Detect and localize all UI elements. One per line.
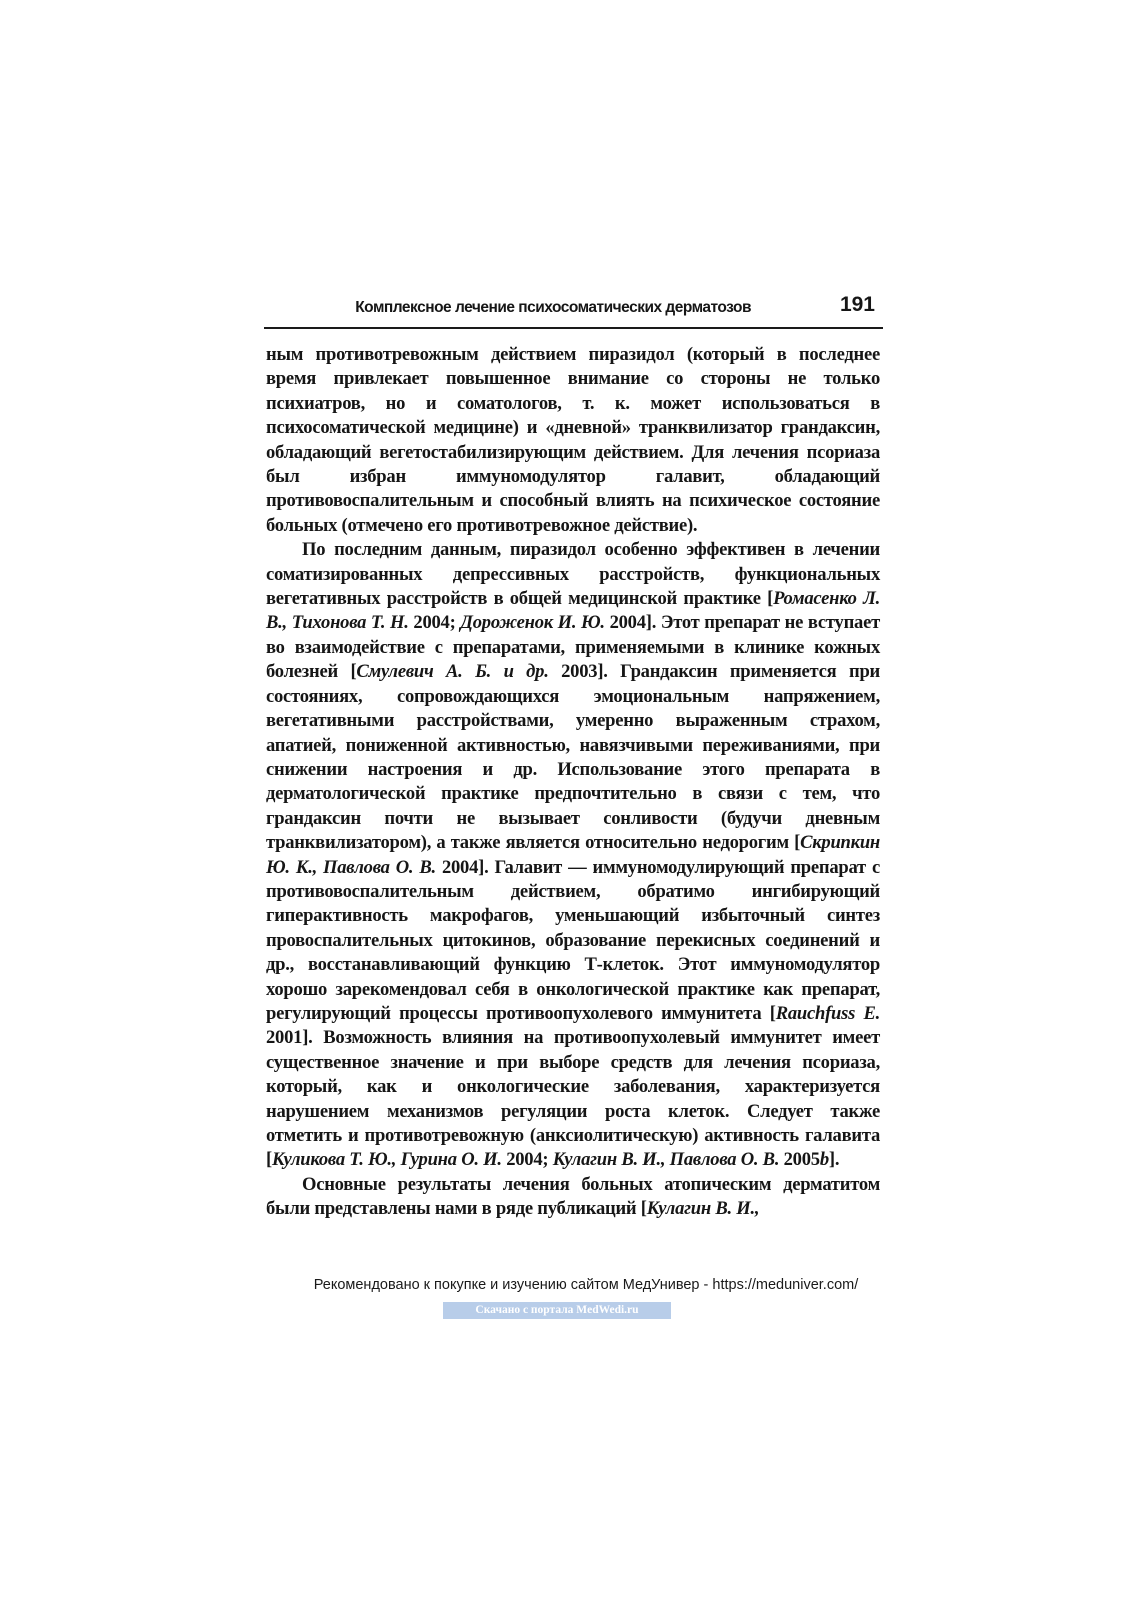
text-run: ]. (828, 1149, 840, 1171)
citation-author: Куликова Т. Ю., Гурина О. И. (271, 1149, 502, 1171)
citation-author: b (819, 1149, 829, 1171)
text-run: 2004]. Галавит — иммуномодулирующий препарат с противовоспалительным действием, обратимо ингибирующий гиперактивность макрофагов, уменьшающий избыточный синтез провоспалительных цитокинов, образование перекисных соединений и др., восстанавливающий функцию Т-клеток. Этот иммуномодулятор хорошо зарекомендовал себя в онкологической практике как препарат, регулирующий процессы противоопухолевого иммунитета [ (266, 856, 880, 1024)
citation-author: Кулагин В. И., Павлова О. В. (552, 1149, 780, 1171)
text-run: ным противотревожным действием пиразидол (который в последнее время привлекает повышенное внимание со стороны не только психиатров, но и соматологов, т. к. может использоваться в психосоматической медицине) и «дневной» транквилизатор грандаксин, обладающий вегетостабилизирующим действием. Для лечения псориаза был избран иммуномодулятор галавит, обладающий противовоспалительным и способный влиять на психическое состояние больных (отмечено его противотревожное действие). (266, 344, 880, 536)
body-text (266, 343, 880, 1222)
running-title: Комплексное лечение психосоматических дерматозов (355, 299, 751, 316)
citation-author: Кулагин В. И., (646, 1198, 760, 1220)
citation-author: Ромасенко Л. В., Тихонова Т. Н. (266, 588, 880, 634)
text-run: 2001]. Возможность влияния на противоопухолевый иммунитет имеет существенное значение и при выборе средств для лечения псориаза, который, как и онкологические заболевания, характеризуется нарушением механизмов регуляции роста клеток. Следует также отметить и противотревожную (анксиолитическую) активность галавита [ (266, 1027, 880, 1171)
download-banner: Скачано с портала MedWedi.ru (443, 1302, 671, 1319)
text-run: 2004; (501, 1149, 553, 1171)
text-run: 2004; (408, 612, 461, 634)
text-run: 2005 (779, 1149, 820, 1171)
paragraph (266, 343, 880, 538)
text-run: 2004]. Этот препарат не вступает во взаимодействие с препаратами, применяемыми в клинике кожных болезней [ (266, 612, 880, 683)
text-run: Основные результаты лечения больных атопическим дерматитом были представлены нами в ряде публикаций [ (266, 1173, 880, 1220)
recommendation-footer: Рекомендовано к покупке и изучению сайтом МедУнивер - https://meduniver.com/ (313, 1277, 859, 1293)
text-run: 2003]. Грандаксин применяется при состояниях, сопровождающихся эмоциональным напряжением, вегетативными расстройствами, умеренно выраженным страхом, апатией, пониженной активностью, навязчивыми переживаниями, при снижении настроения и др. Использование этого препарата в дерматологической практике предпочтительно в связи с тем, что грандаксин почти не вызывает сонливости (будучи дневным транквилизатором), а также является относительно недорогим [ (266, 661, 881, 854)
citation-author: Rauchfuss E. (775, 1002, 880, 1024)
citation-author: Скрипкин Ю. К., Павлова О. В. (266, 832, 880, 878)
paragraph (266, 538, 880, 1173)
page-header (264, 293, 883, 329)
paragraph (266, 1173, 880, 1222)
citation-author: Дороженок И. Ю. (460, 612, 605, 634)
citation-author: Смулевич А. Б. и др. (356, 661, 549, 683)
text-run: По последним данным, пиразидол особенно эффективен в лечении соматизированных депрессивных расстройств, функциональных вегетативных расстройств в общей медицинской практике [ (266, 539, 880, 610)
page-number: 191 (839, 293, 875, 316)
